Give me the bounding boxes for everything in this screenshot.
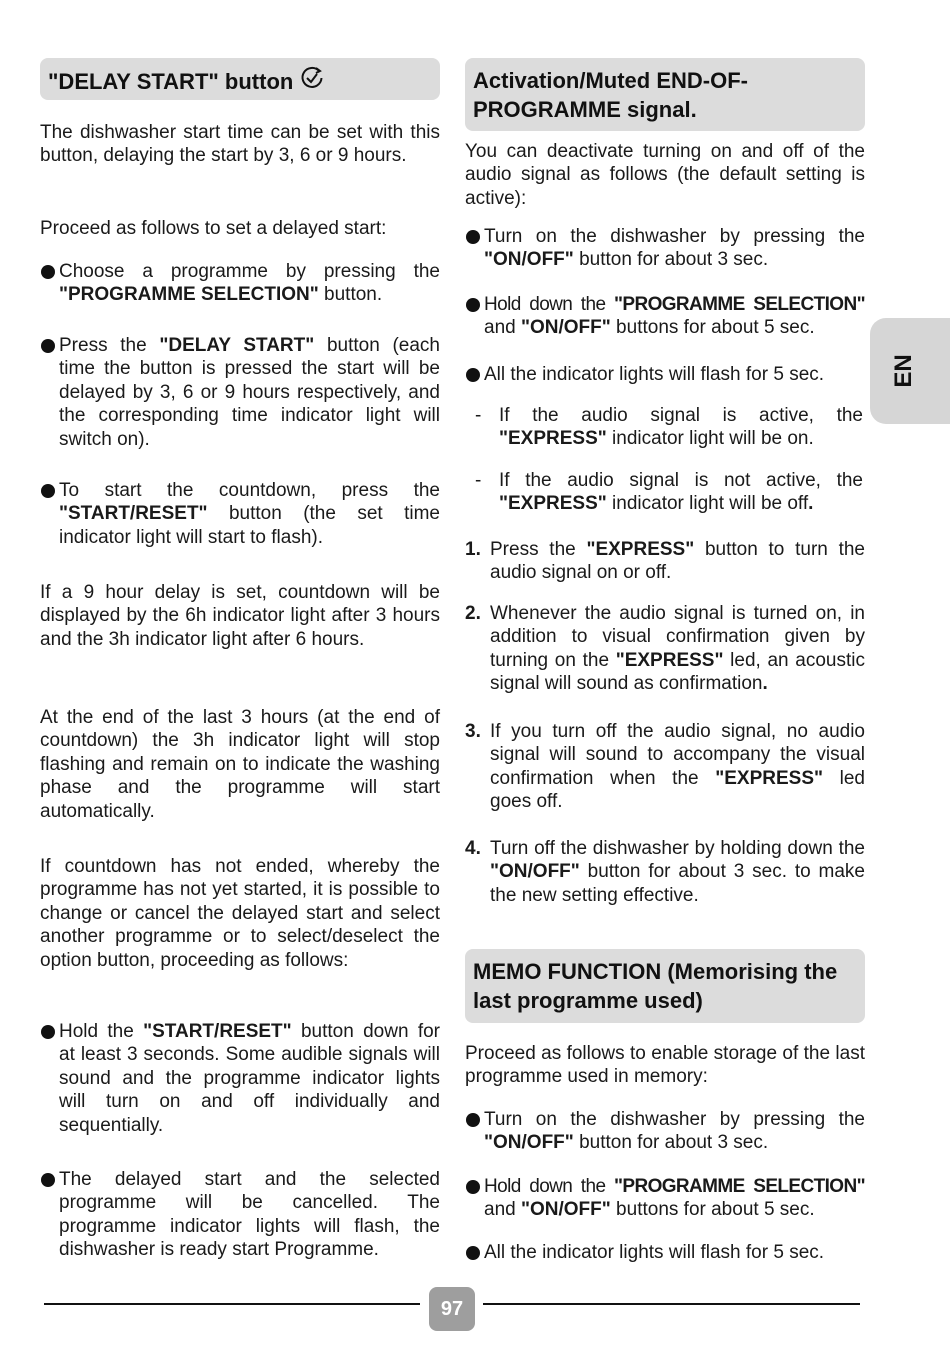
list-item: The delayed start and the selected programme will be cancelled. The programme indicator lights will flash, the dishwasher is ready start Programme. (59, 1169, 440, 1261)
list-item: 4. Turn off the dishwasher by holding down the "ON/OFF" button for about 3 sec. to make the new setting effective. (465, 838, 865, 906)
delay-paragraph-cancel: If countdown has not ended, whereby the programme has not yet started, it is possible to change or cancel the delayed start and select another programme or to select/deselect the option button, proceeding as follows: (40, 856, 440, 971)
heading-text: "DELAY START" button (48, 69, 294, 94)
language-label: EN (890, 354, 917, 388)
list-item: Hold down the "PROGRAMME SELECTION" and "ON/OFF" buttons for about 5 sec. (484, 1176, 865, 1221)
footer-rule-right (483, 1303, 860, 1305)
page-number: 97 (429, 1287, 475, 1331)
list-item: - If the audio signal is active, the "EXPRESS" indicator light will be on. (475, 405, 863, 450)
delay-clock-icon (299, 65, 325, 98)
list-item: All the indicator lights will flash for 5 sec. (484, 364, 825, 385)
list-item: 3. If you turn off the audio signal, no audio signal will sound to accompany the visual confirmation when the "EXPRESS" led goes off. (465, 721, 865, 813)
delay-intro: The dishwasher start time can be set with this button, delaying the start by 3, 6 or 9 hours. (40, 122, 440, 167)
list-item: Turn on the dishwasher by pressing the "ON/OFF" button for about 3 sec. (484, 226, 865, 271)
list-item: Choose a programme by pressing the "PROGRAMME SELECTION" button. (59, 261, 440, 306)
list-item: Press the "DELAY START" button (each time the button is pressed the start will be delayed by 3, 6 or 9 hours respectively, and the corresponding time indicator light will switch on). (59, 335, 440, 450)
language-tab (870, 318, 950, 424)
list-item: - If the audio signal is not active, the "EXPRESS" indicator light will be off. (475, 470, 863, 515)
delay-paragraph-9h: If a 9 hour delay is set, countdown will be displayed by the 6h indicator light after 3 hours and the 3h indicator light after 6 hours. (40, 582, 440, 650)
delay-paragraph-end: At the end of the last 3 hours (at the end of countdown) the 3h indicator light will stop flashing and remain on to indicate the washing phase and the programme will start automatically. (40, 707, 440, 822)
list-item: Hold down the "PROGRAMME SELECTION" and "ON/OFF" buttons for about 5 sec. (484, 294, 865, 339)
list-item: Turn on the dishwasher by pressing the "ON/OFF" button for about 3 sec. (484, 1109, 865, 1154)
end-signal-heading: Activation/Muted END-OF-PROGRAMME signal. (465, 58, 865, 131)
list-item: All the indicator lights will flash for 5 sec. (484, 1242, 825, 1263)
delay-proceed: Proceed as follows to set a delayed start: (40, 218, 387, 239)
memo-intro: Proceed as follows to enable storage of the last programme used in memory: (465, 1043, 865, 1088)
footer-rule-left (44, 1303, 420, 1305)
list-item: 1. Press the "EXPRESS" button to turn the audio signal on or off. (465, 539, 865, 584)
list-item: 2. Whenever the audio signal is turned on, in addition to visual confirmation given by turning on the "EXPRESS" led, an acoustic signal will sound as confirmation. (465, 603, 866, 695)
end-signal-intro: You can deactivate turning on and off of the audio signal as follows (the default setting is active): (465, 141, 865, 209)
memo-function-heading: MEMO FUNCTION (Memorising the last programme used) (465, 949, 865, 1023)
list-item: To start the countdown, press the "START/RESET" button (the set time indicator light will start to flash). (59, 480, 440, 548)
delay-start-heading (40, 58, 440, 100)
list-item: Hold the "START/RESET" button down for at least 3 seconds. Some audible signals will sound and the programme indicator lights will turn on and off individually and sequentially. (59, 1021, 441, 1136)
